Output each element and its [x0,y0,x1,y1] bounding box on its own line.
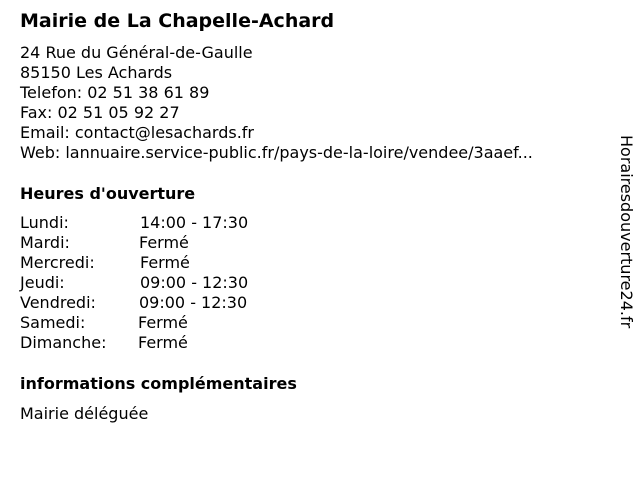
hours-day: Vendredi: [20,293,96,312]
page-title: Mairie de La Chapelle-Achard [20,10,335,32]
site-watermark: Horairesdouverture24.fr [617,135,636,329]
hours-day: Lundi: [20,213,69,232]
hours-day: Samedi: [20,313,86,332]
hours-day: Dimanche: [20,333,107,352]
fax-number: Fax: 02 51 05 92 27 [20,103,180,122]
hours-time: Fermé [139,233,189,252]
hours-time: Fermé [138,313,188,332]
website-link: Web: lannuaire.service-public.fr/pays-de-la-loire/vendee/3aaef... [20,143,533,162]
hours-time: 14:00 - 17:30 [140,213,249,232]
hours-heading: Heures d'ouverture [20,184,196,203]
hours-day: Mardi: [20,233,70,252]
email-address: Email: contact@lesachards.fr [20,123,254,142]
phone-number: Telefon: 02 51 38 61 89 [20,83,210,102]
address-street: 24 Rue du Général-de-Gaulle [20,43,253,62]
hours-time: 09:00 - 12:30 [139,293,248,312]
hours-time: 09:00 - 12:30 [140,273,249,292]
hours-day: Mercredi: [20,253,95,272]
additional-info-value: Mairie déléguée [20,404,149,423]
additional-info-heading: informations complémentaires [20,374,297,393]
hours-time: Fermé [140,253,190,272]
hours-time: Fermé [138,333,188,352]
contact-details [20,43,533,163]
address-city: 85150 Les Achards [20,63,173,82]
hours-day: Jeudi: [20,273,65,292]
